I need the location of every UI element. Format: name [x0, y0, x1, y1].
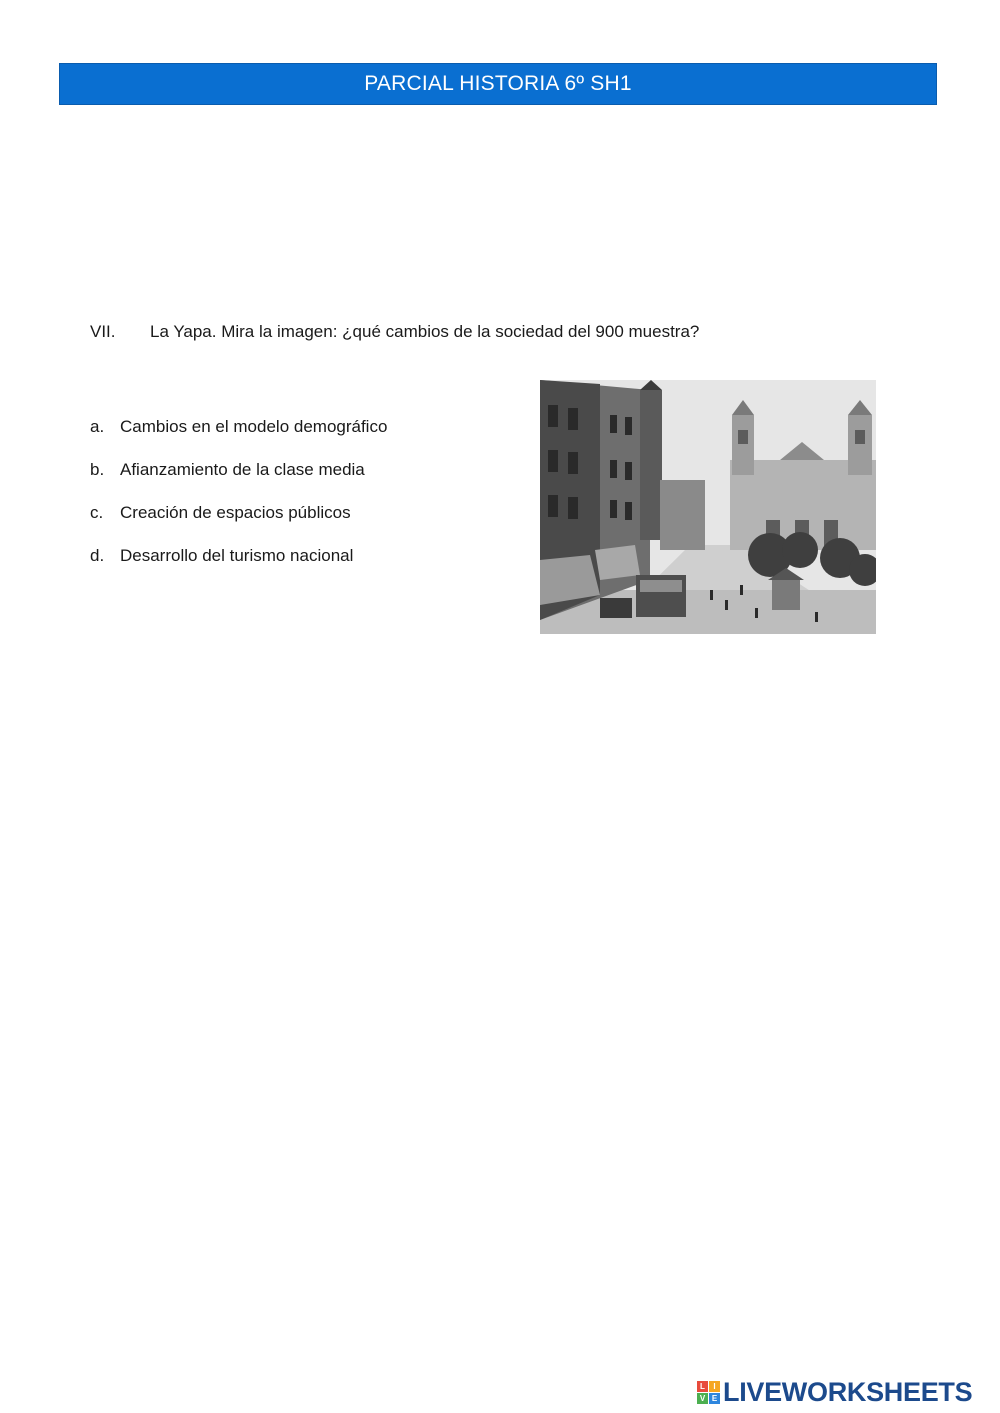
- logo-letter-l: L: [697, 1381, 708, 1392]
- logo-letter-e: E: [709, 1393, 720, 1404]
- brand-icon: [697, 1381, 720, 1404]
- option-letter: b.: [90, 460, 105, 479]
- question-text: La Yapa. Mira la imagen: ¿qué cambios de la sociedad del 900 muestra?: [150, 322, 700, 341]
- question: [90, 322, 699, 342]
- question-number: VII.: [90, 322, 116, 341]
- liveworksheets-logo: [697, 1377, 972, 1408]
- option-c[interactable]: [90, 503, 387, 546]
- options-list: [90, 417, 387, 589]
- header-bar: [59, 63, 937, 105]
- brand-wordmark: LIVEWORKSHEETS: [723, 1377, 973, 1407]
- option-letter: a.: [90, 417, 105, 436]
- logo-letter-v: V: [697, 1393, 708, 1404]
- option-d[interactable]: [90, 546, 387, 589]
- option-b[interactable]: [90, 460, 387, 503]
- option-letter: c.: [90, 503, 104, 522]
- street-scene-illustration: [540, 380, 876, 634]
- option-text: Cambios en el modelo demográfico: [120, 417, 388, 436]
- option-text: Desarrollo del turismo nacional: [120, 546, 354, 565]
- logo-letter-i: I: [709, 1381, 720, 1392]
- option-a[interactable]: [90, 417, 387, 460]
- option-letter: d.: [90, 546, 105, 565]
- option-text: Afianzamiento de la clase media: [120, 460, 365, 479]
- historical-street-photo: [540, 380, 876, 634]
- page-title: PARCIAL HISTORIA 6º SH1: [364, 72, 632, 95]
- option-text: Creación de espacios públicos: [120, 503, 351, 522]
